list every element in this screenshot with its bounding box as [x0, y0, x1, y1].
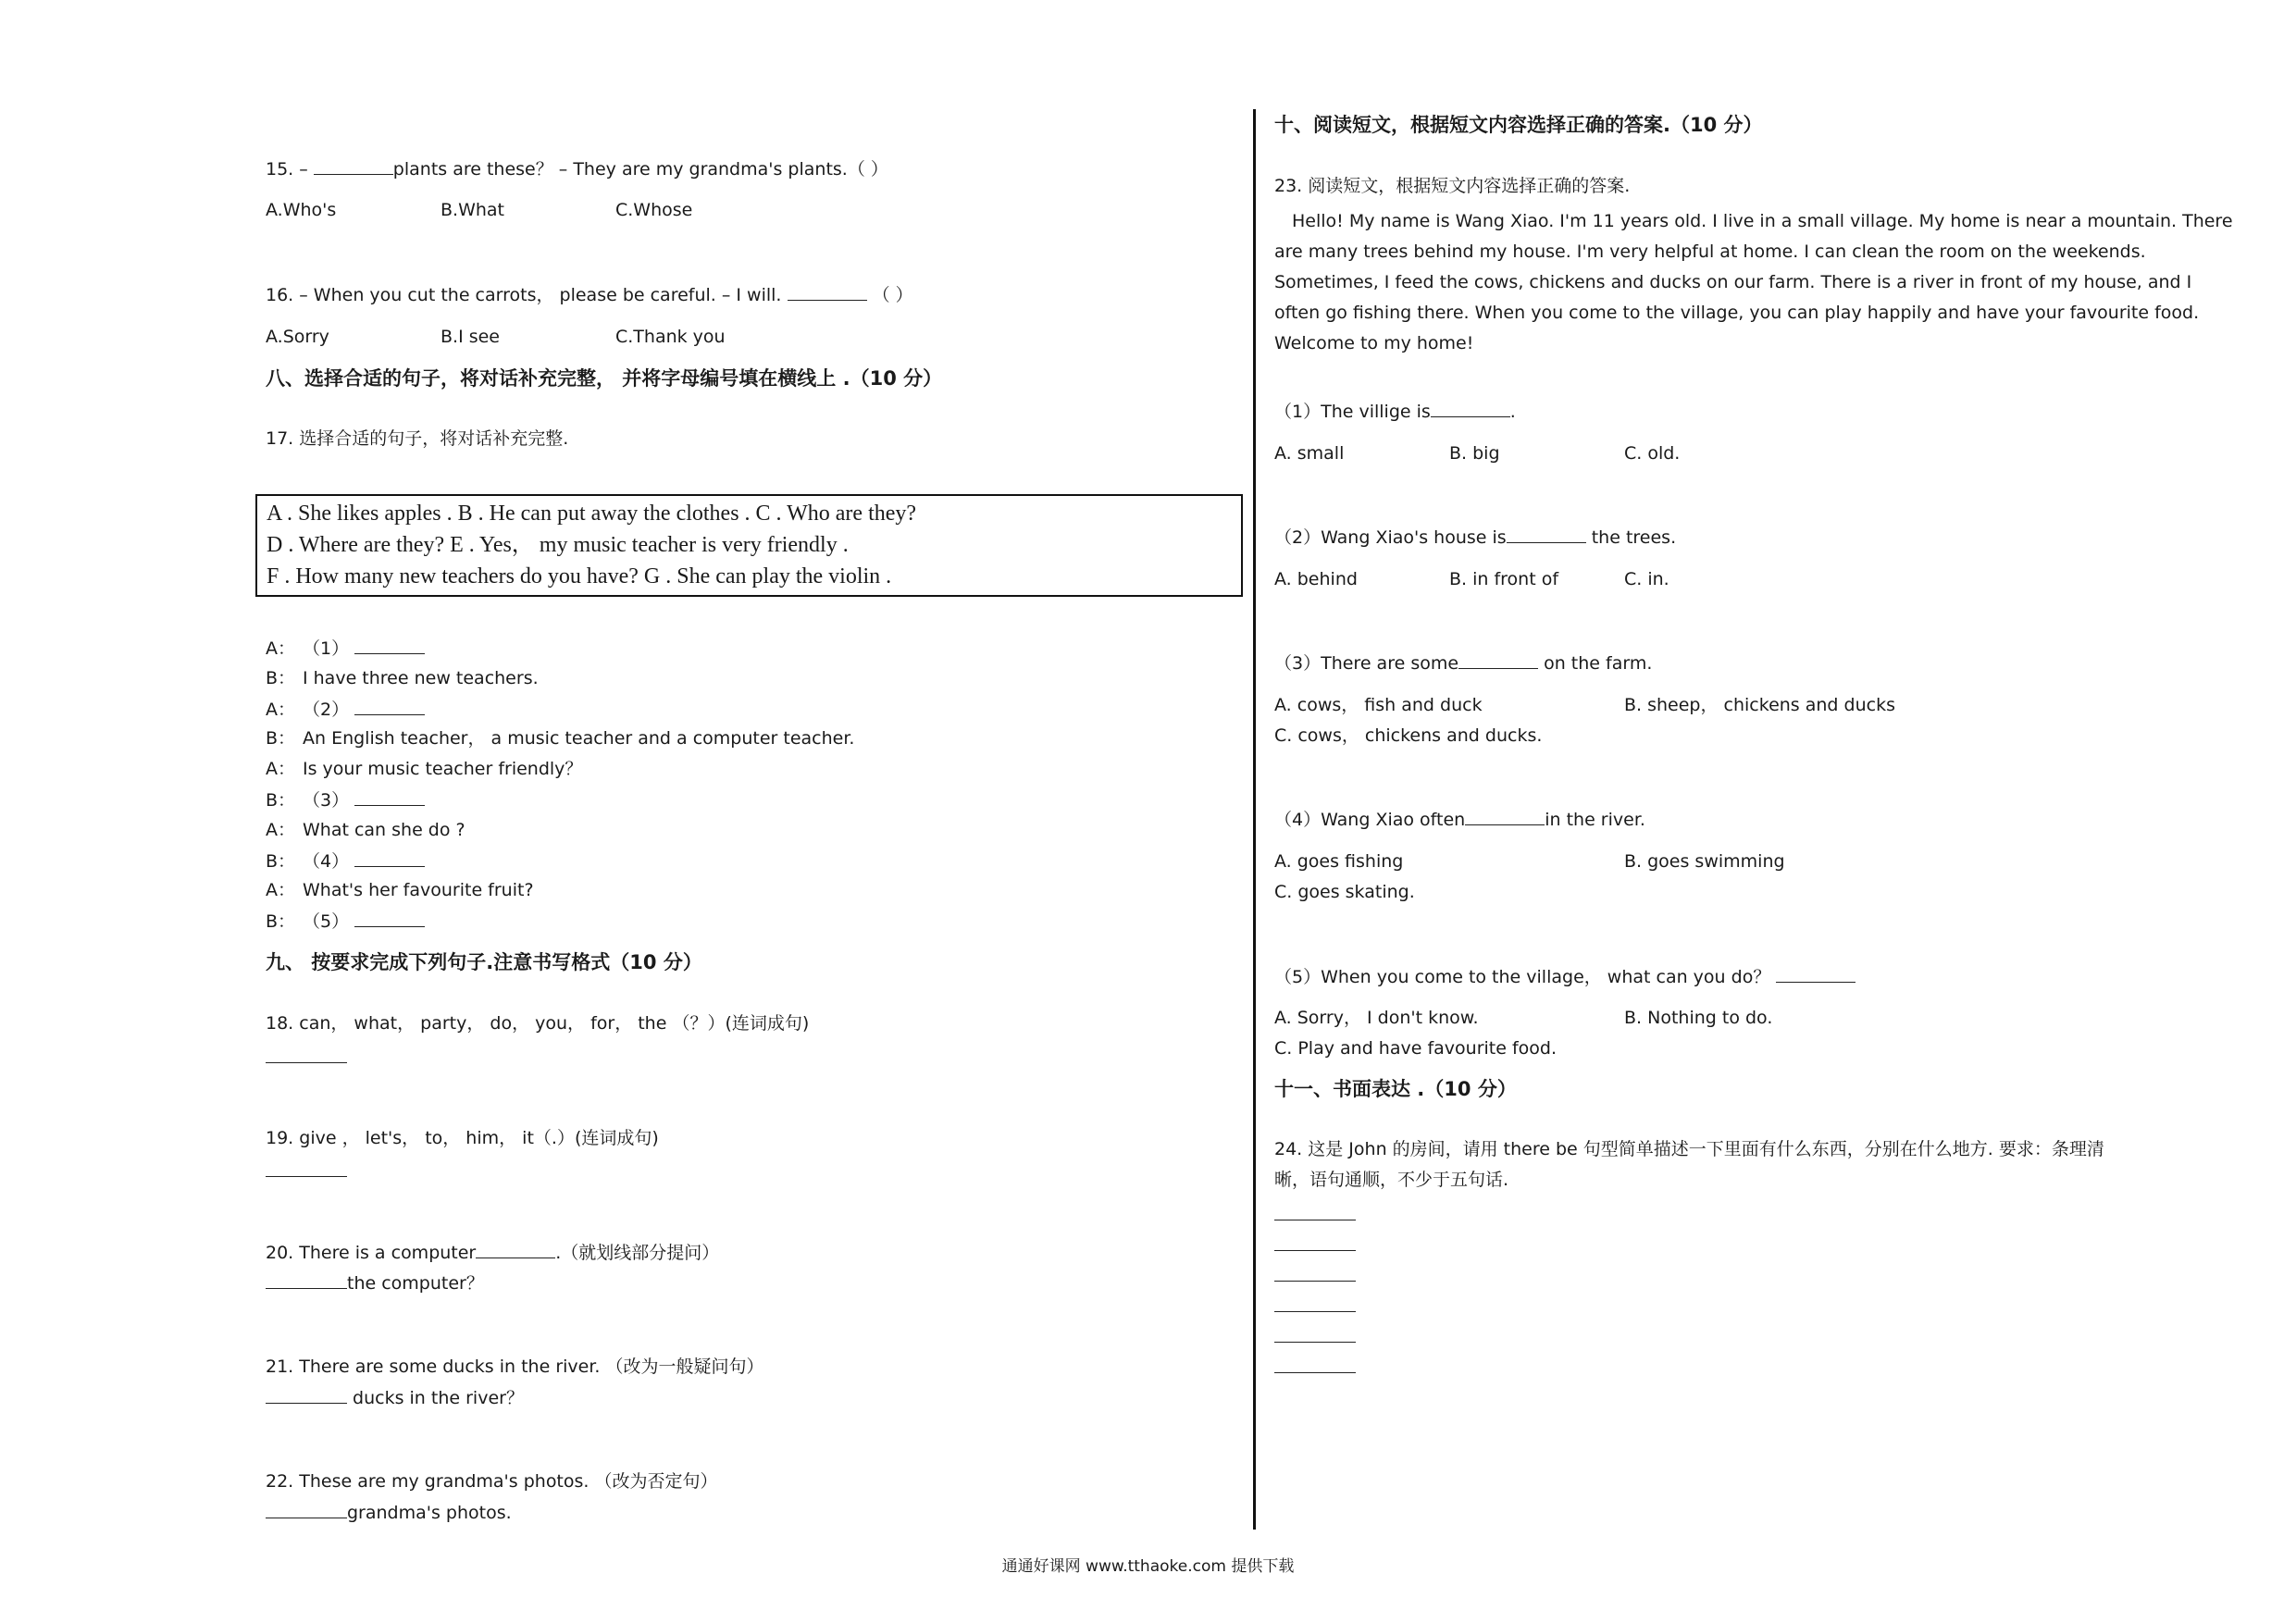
q20-stem: 20. There is a computer .（就划线部分提问）	[266, 1243, 720, 1263]
dialogue-line	[266, 849, 425, 873]
q21-answer: ducks in the river？	[266, 1386, 524, 1409]
rq5-blank[interactable]	[1776, 965, 1855, 983]
q20-blank[interactable]	[476, 1241, 555, 1258]
q16-option-b[interactable]: B.I see	[441, 327, 500, 347]
rq3-option-c[interactable]: C. cows， chickens and ducks.	[1274, 725, 1543, 746]
rq2-blank[interactable]	[1507, 526, 1586, 543]
q24-prompt-line1: 24. 这是 John 的房间，请用 there be 句型简单描述一下里面有什么东西，分别在什么地方. 要求：条理清	[1274, 1139, 2104, 1159]
dialogue-line	[266, 637, 425, 660]
q22-stem: 22. These are my grandma's photos. （改为否定句）	[266, 1471, 718, 1492]
q16-stem: 16. – When you cut the carrots， please be careful. – I will. （ ）	[266, 285, 913, 305]
dialogue-line	[266, 667, 539, 689]
section10-title: 十、阅读短文，根据短文内容选择正确的答案.（10 分）	[1274, 114, 1763, 136]
rq5-option-a[interactable]: A. Sorry， I don't know.	[1274, 1008, 1479, 1028]
dialogue-speaker: B：	[266, 728, 296, 750]
dialogue-blank[interactable]	[354, 788, 425, 806]
footer-text: 通通好课网 www.tthaoke.com 提供下载	[1001, 1557, 1295, 1576]
rq1-stem: （1）The villige is .	[1274, 402, 1516, 422]
section11-title: 十一、书面表达 .（10 分）	[1274, 1078, 1517, 1100]
dialogue-blank[interactable]	[354, 849, 425, 867]
dialogue-speaker: B：	[266, 911, 296, 933]
q22-answer-blank[interactable]	[266, 1501, 347, 1518]
q19-answer-line[interactable]	[266, 1176, 347, 1177]
options-box-line: D . Where are they? E . Yes， my music teacher is very friendly .	[267, 533, 849, 557]
dialogue-line	[266, 727, 854, 750]
q23-title: 23. 阅读短文，根据短文内容选择正确的答案.	[1274, 176, 1631, 196]
rq3-option-b[interactable]: B. sheep， chickens and ducks	[1624, 695, 1895, 715]
q15-option-c[interactable]: C.Whose	[615, 200, 693, 220]
rq4-blank[interactable]	[1465, 808, 1545, 825]
dialogue-text: （5）	[303, 911, 350, 933]
q15-stem: 15. – plants are these？ – They are my grandma's plants.（ ）	[266, 159, 888, 180]
dialogue-text: （2）	[303, 699, 350, 720]
rq2-option-a[interactable]: A. behind	[1274, 569, 1358, 589]
q24-prompt-line2: 晰，语句通顺，不少于五句话.	[1274, 1170, 1509, 1190]
rq2-stem: （2）Wang Xiao's house is the trees.	[1274, 527, 1677, 548]
reading-passage: Hello! My name is Wang Xiao. I'm 11 years old. I live in a small village. My home is near a mountain. There are many trees behind my house. I'm very helpful at home. I can clean the room on the weekends. Sometimes, I feed the cows, chickens and ducks on our farm. There is a river in front of my house, and I often go fishing there. When you come to the village, you can play happily and have your favourite food. Welcome to my home!	[1274, 211, 2233, 353]
dialogue-blank[interactable]	[354, 698, 425, 715]
q21-answer-blank[interactable]	[266, 1386, 347, 1404]
dialogue-speaker: B：	[266, 667, 296, 688]
rq3-blank[interactable]	[1458, 651, 1538, 669]
rq4-option-b[interactable]: B. goes swimming	[1624, 851, 1785, 872]
q19-stem: 19. give ， let's， to， him， it（.）(连词成句)	[266, 1128, 659, 1148]
dialogue-speaker: A：	[266, 638, 295, 659]
dialogue-text: Is your music teacher friendly？	[303, 759, 583, 780]
dialogue-text: An English teacher， a music teacher and a computer teacher.	[303, 728, 855, 750]
q18-answer-line[interactable]	[266, 1062, 347, 1063]
q16-blank[interactable]	[788, 283, 867, 301]
q24-answer-line[interactable]	[1274, 1372, 1356, 1373]
rq2-option-b[interactable]: B. in front of	[1449, 569, 1559, 589]
rq5-option-b[interactable]: B. Nothing to do.	[1624, 1008, 1773, 1028]
dialogue-speaker: A：	[266, 759, 295, 780]
rq3-option-a[interactable]: A. cows， fish and duck	[1274, 695, 1483, 715]
rq5-option-c[interactable]: C. Play and have favourite food.	[1274, 1038, 1558, 1059]
dialogue-blank[interactable]	[354, 910, 425, 927]
dialogue-line	[266, 819, 465, 841]
dialogue-text: What can she do ?	[303, 819, 465, 840]
q24-answer-line[interactable]	[1274, 1250, 1356, 1251]
q20-answer: the computer？	[266, 1271, 484, 1295]
dialogue-speaker: A：	[266, 699, 295, 720]
column-divider	[1253, 109, 1256, 1530]
dialogue-text: （3）	[303, 790, 350, 811]
q20-answer-blank[interactable]	[266, 1271, 347, 1289]
rq1-option-b[interactable]: B. big	[1449, 443, 1500, 464]
rq2-option-c[interactable]: C. in.	[1624, 569, 1669, 589]
dialogue-blank[interactable]	[354, 637, 425, 654]
rq1-blank[interactable]	[1431, 400, 1510, 417]
q15-blank[interactable]	[314, 157, 393, 175]
rq4-stem: （4）Wang Xiao often in the river.	[1274, 810, 1645, 830]
q24-answer-line[interactable]	[1274, 1342, 1356, 1343]
dialogue-speaker: B：	[266, 850, 296, 872]
q24-answer-line[interactable]	[1274, 1311, 1356, 1312]
dialogue-line	[266, 879, 534, 901]
dialogue-text: What's her favourite fruit?	[303, 880, 534, 901]
dialogue-line	[266, 698, 425, 721]
q18-stem: 18. can， what， party， do， you， for， the （？）(连词成句)	[266, 1013, 810, 1034]
q17-title: 17. 选择合适的句子，将对话补充完整.	[266, 428, 569, 449]
q21-stem: 21. There are some ducks in the river. （改为一般疑问句）	[266, 1357, 764, 1377]
q15-option-a[interactable]: A.Who's	[266, 200, 337, 220]
rq1-option-c[interactable]: C. old.	[1624, 443, 1681, 464]
rq4-option-c[interactable]: C. goes skating.	[1274, 882, 1415, 902]
q22-answer: grandma's photos.	[266, 1501, 512, 1524]
options-box-line: F . How many new teachers do you have? G . She can play the violin .	[267, 564, 892, 588]
rq5-stem: （5）When you come to the village， what can you do？	[1274, 965, 1855, 988]
options-box-line: A . She likes apples . B . He can put away the clothes . C . Who are they?	[267, 502, 917, 526]
q16-option-a[interactable]: A.Sorry	[266, 327, 329, 347]
section8-title: 八、选择合适的句子，将对话补充完整， 并将字母编号填在横线上 .（10 分）	[266, 367, 943, 390]
section9-title: 九、 按要求完成下列句子.注意书写格式（10 分）	[266, 951, 702, 973]
q24-answer-line[interactable]	[1274, 1281, 1356, 1282]
dialogue-text: （4）	[303, 850, 350, 872]
dialogue-speaker: B：	[266, 790, 296, 811]
dialogue-line	[266, 910, 425, 933]
rq1-option-a[interactable]: A. small	[1274, 443, 1345, 464]
dialogue-speaker: A：	[266, 880, 295, 901]
dialogue-text: I have three new teachers.	[303, 667, 539, 688]
dialogue-line	[266, 758, 582, 780]
dialogue-line	[266, 788, 425, 812]
rq4-option-a[interactable]: A. goes fishing	[1274, 851, 1404, 872]
options-box	[255, 494, 1243, 597]
q15-option-b[interactable]: B.What	[441, 200, 504, 220]
q16-option-c[interactable]: C.Thank you	[615, 327, 726, 347]
dialogue-text: （1）	[303, 638, 350, 659]
dialogue-speaker: A：	[266, 819, 295, 840]
rq3-stem: （3）There are some on the farm.	[1274, 653, 1653, 674]
